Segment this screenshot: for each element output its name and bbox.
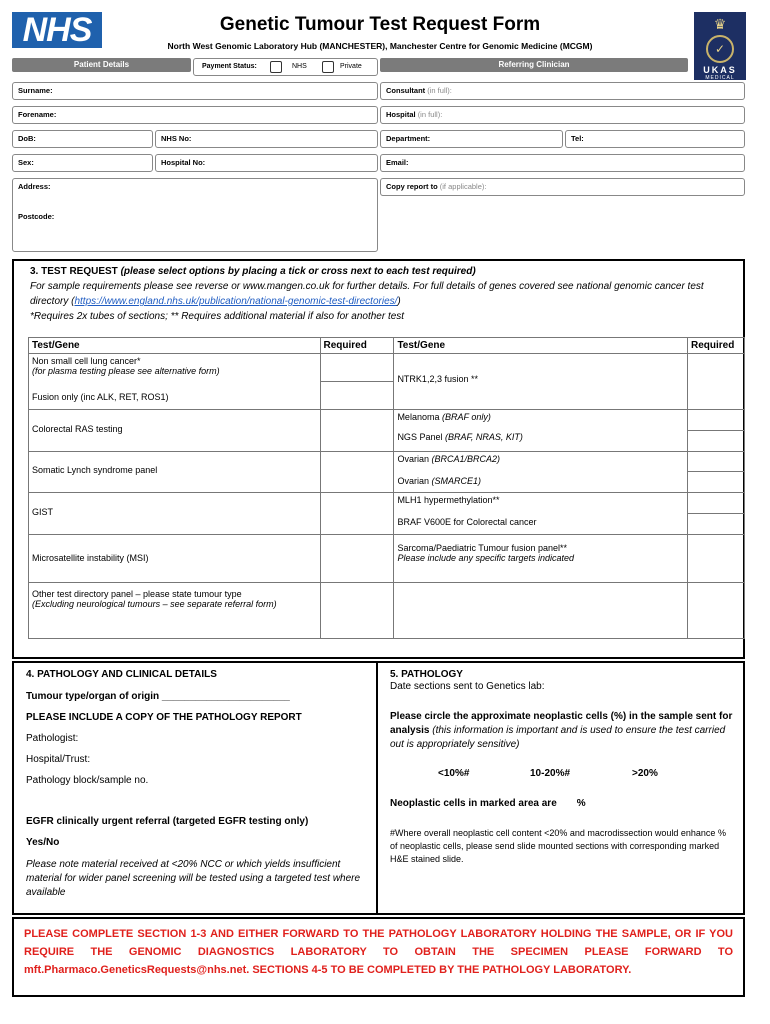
col-header-required: Required xyxy=(320,338,394,354)
section3-heading-note: (please select options by placing a tick or cross next to each test required) xyxy=(120,266,476,277)
test-colorectal: Colorectal RAS testing xyxy=(29,410,321,452)
payment-nhs-checkbox[interactable] xyxy=(270,61,282,73)
hospital-trust-field[interactable]: Hospital/Trust: xyxy=(26,754,91,765)
table-row xyxy=(29,410,745,452)
table-row xyxy=(29,452,745,493)
patient-details-header: Patient Details xyxy=(12,58,191,72)
address-label: Address: xyxy=(18,182,51,191)
payment-status-box xyxy=(193,58,378,76)
option-under-10[interactable]: <10%# xyxy=(438,768,470,779)
pathology-section xyxy=(380,663,743,913)
hospital-no-label: Hospital No: xyxy=(161,158,206,167)
required-msi[interactable] xyxy=(320,535,394,583)
pathology-clinical-section xyxy=(14,663,378,913)
form-subtitle: North West Genomic Laboratory Hub (MANCHESTER), Manchester Centre for Genomic Medicine (MCGM) xyxy=(167,41,593,51)
email-label: Email: xyxy=(386,158,409,167)
hospital-field[interactable] xyxy=(380,106,745,124)
test-mlh1: MLH1 hypermethylation** BRAF V600E for Colorectal cancer xyxy=(394,493,688,535)
egfr-note: Please note material received at <20% NCC or which yields insufficient material for wider panel screening will be tested using a targeted test where available xyxy=(26,859,361,898)
col-header-test: Test/Gene xyxy=(29,338,321,354)
marked-area-field[interactable]: Neoplastic cells in marked area are % xyxy=(390,798,586,809)
tel-label: Tel: xyxy=(571,134,584,143)
copy-report-label: Copy report to xyxy=(386,182,438,191)
table-row xyxy=(29,535,745,583)
required-lynch[interactable] xyxy=(320,452,394,493)
address-field[interactable] xyxy=(12,178,378,252)
test-ntrk: NTRK1,2,3 fusion ** xyxy=(394,354,688,410)
col-header-required-right: Required xyxy=(687,338,744,354)
consultant-hint: (in full): xyxy=(427,86,452,95)
required-ntrk[interactable] xyxy=(687,354,744,410)
ukas-logo xyxy=(694,12,746,80)
table-row xyxy=(29,354,745,410)
required-gist[interactable] xyxy=(320,493,394,535)
form-title: Genetic Tumour Test Request Form xyxy=(219,14,541,35)
date-sent-field[interactable]: Date sections sent to Genetics lab: xyxy=(390,681,545,692)
nhs-no-field[interactable] xyxy=(155,130,378,148)
table-row xyxy=(29,583,745,639)
pathologist-field[interactable]: Pathologist: xyxy=(26,733,79,744)
required-nsclc[interactable] xyxy=(321,354,394,382)
section4-heading: 4. PATHOLOGY AND CLINICAL DETAILS xyxy=(26,669,217,680)
test-ovarian: Ovarian (BRCA1/BRCA2) Ovarian (SMARCE1) xyxy=(394,452,688,493)
payment-private-label: Private xyxy=(340,63,362,70)
copy-report-field[interactable] xyxy=(380,178,745,196)
test-sarcoma: Sarcoma/Paediatric Tumour fusion panel** Please include any specific targets indicated xyxy=(394,535,688,583)
required-ovarian2[interactable] xyxy=(688,472,744,492)
test-request-intro xyxy=(14,261,743,327)
section3-line2: *Requires 2x tubes of sections; ** Requires additional material if also for another test xyxy=(30,311,405,322)
consultant-label: Consultant xyxy=(386,86,426,95)
test-request-section xyxy=(12,259,745,659)
required-melanoma[interactable] xyxy=(688,410,744,431)
required-nsclc-cell[interactable] xyxy=(320,354,394,410)
required-mlh1[interactable] xyxy=(688,493,744,514)
required-ovarian-cell[interactable] xyxy=(687,452,744,493)
nhs-logo: NHS xyxy=(12,12,102,48)
required-colorectal[interactable] xyxy=(320,410,394,452)
ukas-sub: MEDICAL xyxy=(705,75,735,81)
section5-heading: 5. PATHOLOGY xyxy=(390,669,463,680)
hospital-hint: (in full): xyxy=(417,110,443,119)
crown-icon: ♛ xyxy=(713,16,727,32)
tel-field[interactable] xyxy=(565,130,745,148)
required-ovarian1[interactable] xyxy=(688,452,744,472)
postcode-label: Postcode: xyxy=(18,212,55,221)
neoplastic-instructions: Please circle the approximate neoplastic cells (%) in the sample sent for analysis (this information is important and is used to ensure the test carried out is appropriately sensitive) xyxy=(390,711,733,750)
consultant-field[interactable] xyxy=(380,82,745,100)
test-lynch: Somatic Lynch syndrome panel xyxy=(29,452,321,493)
payment-nhs-label: NHS xyxy=(292,63,307,70)
dob-label: DoB: xyxy=(18,134,36,143)
surname-label: Surname: xyxy=(18,86,53,95)
required-fusion[interactable] xyxy=(321,382,394,409)
completion-instructions: PLEASE COMPLETE SECTION 1-3 AND EITHER FORWARD TO THE PATHOLOGY LABORATORY HOLDING THE SAMPLE, OR IF YOU REQUIRE THE GENOMIC DIAGNOSTICS LABORATORY TO OBTAIN THE SPECIMEN PLEASE FORWARD TO mft.Pharmaco.GeneticsRequests@nhs.net. SECTIONS 4-5 TO BE COMPLETED BY THE PATHOLOGY LABORATORY. xyxy=(12,917,745,997)
sex-label: Sex: xyxy=(18,158,34,167)
referring-clinician-header: Referring Clinician xyxy=(380,58,688,72)
test-other: Other test directory panel – please state tumour type (Excluding neurological tumours – see separate referral form) xyxy=(29,583,321,639)
tumour-type-field[interactable]: Tumour type/organ of origin _______________________ xyxy=(26,691,290,702)
option-over-20[interactable]: >20% xyxy=(632,768,658,779)
empty-cell xyxy=(394,583,688,639)
neoplastic-options xyxy=(390,768,733,782)
required-other[interactable] xyxy=(320,583,394,639)
test-gist: GIST xyxy=(29,493,321,535)
required-mlh1-cell[interactable] xyxy=(687,493,744,535)
include-report-note: PLEASE INCLUDE A COPY OF THE PATHOLOGY REPORT xyxy=(26,712,302,723)
test-directory-link[interactable]: https://www.england.nhs.uk/publication/national-genomic-test-directories/ xyxy=(74,296,398,307)
required-ngs[interactable] xyxy=(688,431,744,451)
forename-field[interactable] xyxy=(12,106,378,124)
ukas-letters: UKAS xyxy=(703,65,737,75)
required-empty xyxy=(687,583,744,639)
neoplastic-footnote: #Where overall neoplastic cell content <20% and macrodissection would enhance % of neoplastic cells, please send slide mounted sections with corresponding marked H&E stained slide. xyxy=(390,828,726,864)
required-melanoma-cell[interactable] xyxy=(687,410,744,452)
department-label: Department: xyxy=(386,134,431,143)
hospital-label: Hospital xyxy=(386,110,416,119)
pathology-sections xyxy=(12,661,745,915)
table-row xyxy=(29,493,745,535)
test-table xyxy=(28,337,745,639)
ukas-tick-icon: ✓ xyxy=(706,35,734,63)
pathology-block-field[interactable]: Pathology block/sample no. xyxy=(26,775,149,786)
hospital-no-field[interactable] xyxy=(155,154,378,172)
test-msi: Microsatellite instability (MSI) xyxy=(29,535,321,583)
nhs-no-label: NHS No: xyxy=(161,134,192,143)
egfr-referral-label: EGFR clinically urgent referral (targeted EGFR testing only) xyxy=(26,816,309,827)
test-melanoma: Melanoma (BRAF only) NGS Panel (BRAF, NRAS, KIT) xyxy=(394,410,688,452)
forename-label: Forename: xyxy=(18,110,57,119)
payment-private-checkbox[interactable] xyxy=(322,61,334,73)
section3-line1: For sample requirements please see reverse or www.mangen.co.uk for further details. For full details of genes covered see national genomic cancer test directory (https://www.england.nhs.uk/publication/national-genomic-test-directories/) xyxy=(30,281,704,307)
option-10-20[interactable]: 10-20%# xyxy=(530,768,571,779)
required-braf[interactable] xyxy=(688,514,744,534)
dob-field[interactable] xyxy=(12,130,153,148)
surname-field[interactable] xyxy=(12,82,378,100)
copy-report-hint: (if applicable): xyxy=(439,182,487,191)
sex-field[interactable] xyxy=(12,154,153,172)
payment-status-label: Payment Status: xyxy=(202,63,257,70)
col-header-test-right: Test/Gene xyxy=(394,338,688,354)
required-sarcoma[interactable] xyxy=(687,535,744,583)
test-nsclc: Non small cell lung cancer* (for plasma testing please see alternative form) Fusion only (inc ALK, RET, ROS1) xyxy=(29,354,321,410)
department-field[interactable] xyxy=(380,130,563,148)
table-header-row xyxy=(29,338,745,354)
email-field[interactable] xyxy=(380,154,745,172)
section3-heading: 3. TEST REQUEST xyxy=(30,266,118,277)
egfr-yes-no[interactable]: Yes/No xyxy=(26,837,60,848)
